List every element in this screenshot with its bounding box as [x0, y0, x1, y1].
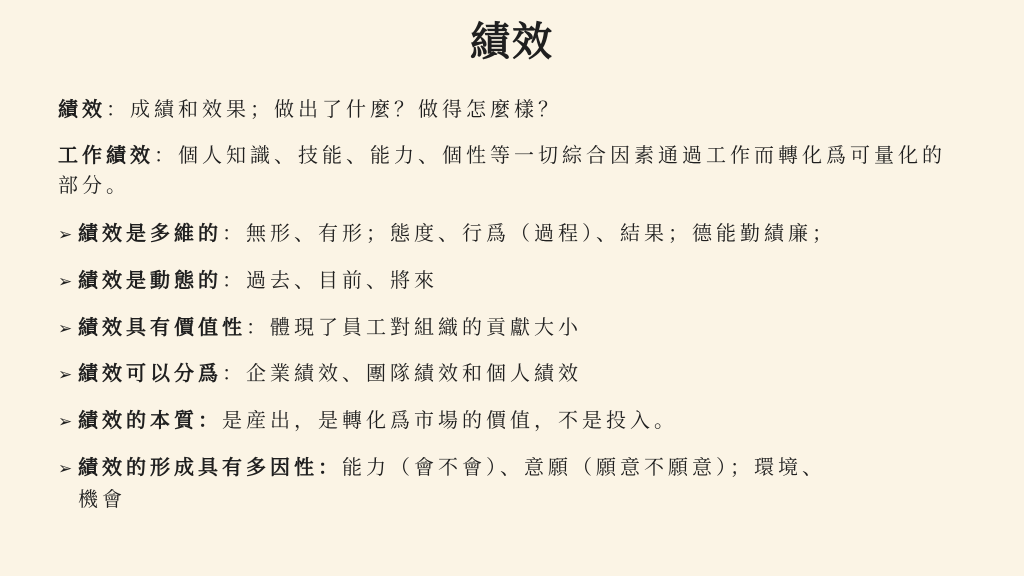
- bullet-text: ：企業績效、團隊績效和個人績效: [222, 361, 582, 385]
- definition-text: ：成績和效果；做出了什麼？做得怎麼樣？: [106, 97, 562, 121]
- bullet-item: [58, 358, 958, 390]
- arrow-bullet-icon: ➢: [58, 412, 73, 432]
- bullet-term: 績效的本質：: [78, 408, 222, 432]
- arrow-bullet-icon: ➢: [58, 459, 73, 479]
- bullet-term: 績效是動態的: [78, 268, 222, 292]
- bullet-text: 能力（會不會）、意願（願意不願意）；環境、: [342, 455, 826, 479]
- bullet-text: ：過去、目前、將來: [222, 268, 438, 292]
- bullet-term: 績效可以分爲: [78, 361, 222, 385]
- bullet-item: [58, 265, 958, 297]
- bullet-term: 績效的形成具有多因性：: [78, 455, 342, 479]
- bullet-text: 是産出，是轉化爲市場的價值，不是投入。: [222, 408, 678, 432]
- bullet-text: ：體現了員工對組織的貢獻大小: [246, 315, 582, 339]
- bullet-item: [58, 312, 958, 344]
- bullet-text-continuation: 機會: [78, 487, 126, 511]
- bullet-item: [58, 452, 958, 514]
- bullet-text: ：無形、有形；態度、行爲（過程）、結果；德能勤績廉；: [222, 221, 836, 245]
- definition-text: ：個人知識、技能、能力、個性等一切綜合因素通過工作而轉化爲可量化的部分。: [58, 143, 946, 197]
- bullet-item: [58, 405, 958, 437]
- definition-work-performance: [58, 140, 958, 200]
- arrow-bullet-icon: ➢: [58, 272, 73, 292]
- bullet-item: [58, 218, 958, 250]
- bullet-term: 績效是多維的: [78, 221, 222, 245]
- slide-title: 績效: [470, 18, 554, 65]
- arrow-bullet-icon: ➢: [58, 365, 73, 385]
- definition-performance: [58, 94, 958, 124]
- definition-term: 工作績效: [58, 143, 154, 167]
- bullet-term: 績效具有價值性: [78, 315, 246, 339]
- arrow-bullet-icon: ➢: [58, 319, 73, 339]
- arrow-bullet-icon: ➢: [58, 225, 73, 245]
- definition-term: 績效: [58, 97, 106, 121]
